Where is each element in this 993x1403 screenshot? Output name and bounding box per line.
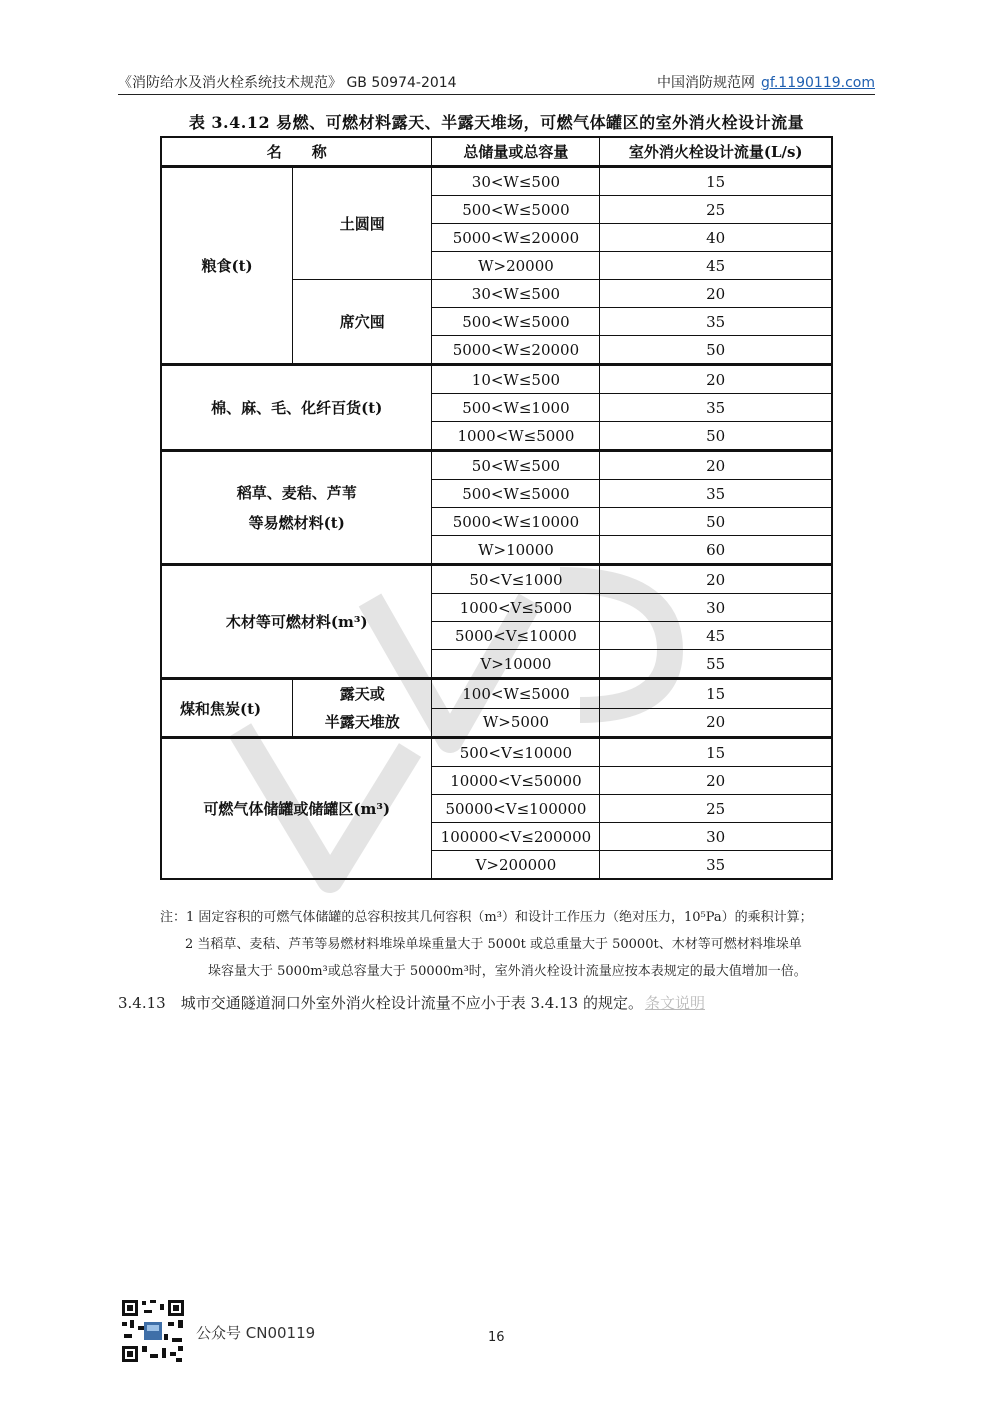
flow-cell: 20 [600, 280, 832, 308]
table-row [161, 738, 832, 767]
flow-cell: 20 [600, 565, 832, 594]
flow-cell: 50 [600, 508, 832, 536]
capacity-cell: 5000<V≤10000 [432, 622, 600, 650]
flow-cell: 20 [600, 451, 832, 480]
capacity-cell: 5000<W≤20000 [432, 336, 600, 365]
flow-cell: 15 [600, 679, 832, 709]
capacity-cell: W>20000 [432, 252, 600, 280]
page-number: 16 [488, 1330, 505, 1345]
note-2-continued: 垛容量大于 5000m³或总容量大于 50000m³时，室外消火栓设计流量应按本表规定的最大值增加一倍。 [208, 964, 807, 979]
flow-cell: 30 [600, 823, 832, 851]
table-row [161, 451, 832, 480]
flow-cell: 45 [600, 622, 832, 650]
capacity-cell: 500<W≤5000 [432, 480, 600, 508]
capacity-cell: 500<W≤1000 [432, 394, 600, 422]
capacity-cell: 100000<V≤200000 [432, 823, 600, 851]
flow-cell: 35 [600, 394, 832, 422]
flow-cell: 20 [600, 767, 832, 795]
capacity-cell: 500<V≤10000 [432, 738, 600, 767]
subcategory-open-air-line1: 露天或 [339, 685, 385, 703]
table-row [161, 679, 832, 709]
capacity-cell: 30<W≤500 [432, 167, 600, 196]
site-name: 中国消防规范网 [657, 75, 756, 91]
subcategory-earth-bin: 土圆囤 [293, 167, 432, 280]
clause-text: 3.4.13 城市交通隧道洞口外室外消火栓设计流量不应小于表 3.4.13 的规定。 [118, 994, 643, 1012]
flow-cell: 20 [600, 365, 832, 394]
capacity-cell: 1000<W≤5000 [432, 422, 600, 451]
category-coal: 煤和焦炭(t) [161, 679, 293, 738]
header-name: 名 称 [161, 137, 432, 167]
flow-cell: 15 [600, 167, 832, 196]
capacity-cell: 50<W≤500 [432, 451, 600, 480]
flow-cell: 40 [600, 224, 832, 252]
category-straw-line1: 稻草、麦秸、芦苇 [236, 483, 357, 502]
capacity-cell: 500<W≤5000 [432, 308, 600, 336]
flow-cell: 50 [600, 336, 832, 365]
category-gas: 可燃气体储罐或储罐区(m³) [161, 738, 432, 880]
flow-cell: 30 [600, 594, 832, 622]
flow-cell: 50 [600, 422, 832, 451]
flow-cell: 20 [600, 708, 832, 738]
site-link[interactable]: gf.1190119.com [761, 75, 875, 91]
capacity-cell: 50000<V≤100000 [432, 795, 600, 823]
subcategory-open-air [293, 679, 432, 738]
capacity-cell: 500<W≤5000 [432, 196, 600, 224]
header-flow: 室外消火栓设计流量(L/s) [600, 137, 832, 167]
capacity-cell: 50<V≤1000 [432, 565, 600, 594]
wechat-account: 公众号 CN00119 [196, 1324, 316, 1342]
capacity-cell: 10<W≤500 [432, 365, 600, 394]
flow-cell: 60 [600, 536, 832, 565]
clause-explanation-link[interactable]: 条文说明 [644, 994, 705, 1012]
qr-code-icon [120, 1298, 186, 1364]
capacity-cell: 10000<V≤50000 [432, 767, 600, 795]
header-capacity: 总储量或总容量 [432, 137, 600, 167]
flow-cell: 25 [600, 196, 832, 224]
document-title: 《消防给水及消火栓系统技术规范》 GB 50974-2014 [118, 75, 457, 91]
capacity-cell: 5000<W≤20000 [432, 224, 600, 252]
site-info [657, 72, 875, 92]
clause-3-4-13 [118, 992, 705, 1013]
note-1: 注：1 固定容积的可燃气体储罐的总容积按其几何容积（m³）和设计工作压力（绝对压力，10⁵Pa）的乘积计算； [160, 910, 813, 925]
capacity-cell: V>10000 [432, 650, 600, 679]
note-2: 2 当稻草、麦秸、芦苇等易燃材料堆垛单垛重量大于 5000t 或总重量大于 50000t、木材等可燃材料堆垛单 [185, 937, 802, 952]
table-row [161, 167, 832, 196]
table-title: 表 3.4.12 易燃、可燃材料露天、半露天堆场，可燃气体罐区的室外消火栓设计流量 [188, 113, 805, 132]
flow-cell: 45 [600, 252, 832, 280]
table-row [161, 565, 832, 594]
flow-table [160, 136, 833, 880]
capacity-cell: 1000<V≤5000 [432, 594, 600, 622]
capacity-cell: 5000<W≤10000 [432, 508, 600, 536]
category-grain: 粮食(t) [161, 167, 293, 365]
flow-cell: 55 [600, 650, 832, 679]
flow-cell: 35 [600, 480, 832, 508]
capacity-cell: V>200000 [432, 851, 600, 880]
category-straw [161, 451, 432, 565]
category-wood: 木材等可燃材料(m³) [161, 565, 432, 679]
subcategory-mat-bin: 席穴囤 [293, 280, 432, 365]
subcategory-open-air-line2: 半露天堆放 [324, 713, 400, 731]
capacity-cell: W>5000 [432, 708, 600, 738]
table-row [161, 365, 832, 394]
flow-cell: 15 [600, 738, 832, 767]
category-cotton: 棉、麻、毛、化纤百货(t) [161, 365, 432, 451]
category-straw-line2: 等易燃材料(t) [248, 513, 345, 532]
page-header [118, 72, 875, 95]
flow-cell: 25 [600, 795, 832, 823]
flow-cell: 35 [600, 851, 832, 880]
capacity-cell: 30<W≤500 [432, 280, 600, 308]
capacity-cell: W>10000 [432, 536, 600, 565]
capacity-cell: 100<W≤5000 [432, 679, 600, 709]
table-header-row [161, 137, 832, 167]
flow-cell: 35 [600, 308, 832, 336]
table-notes [160, 904, 813, 985]
